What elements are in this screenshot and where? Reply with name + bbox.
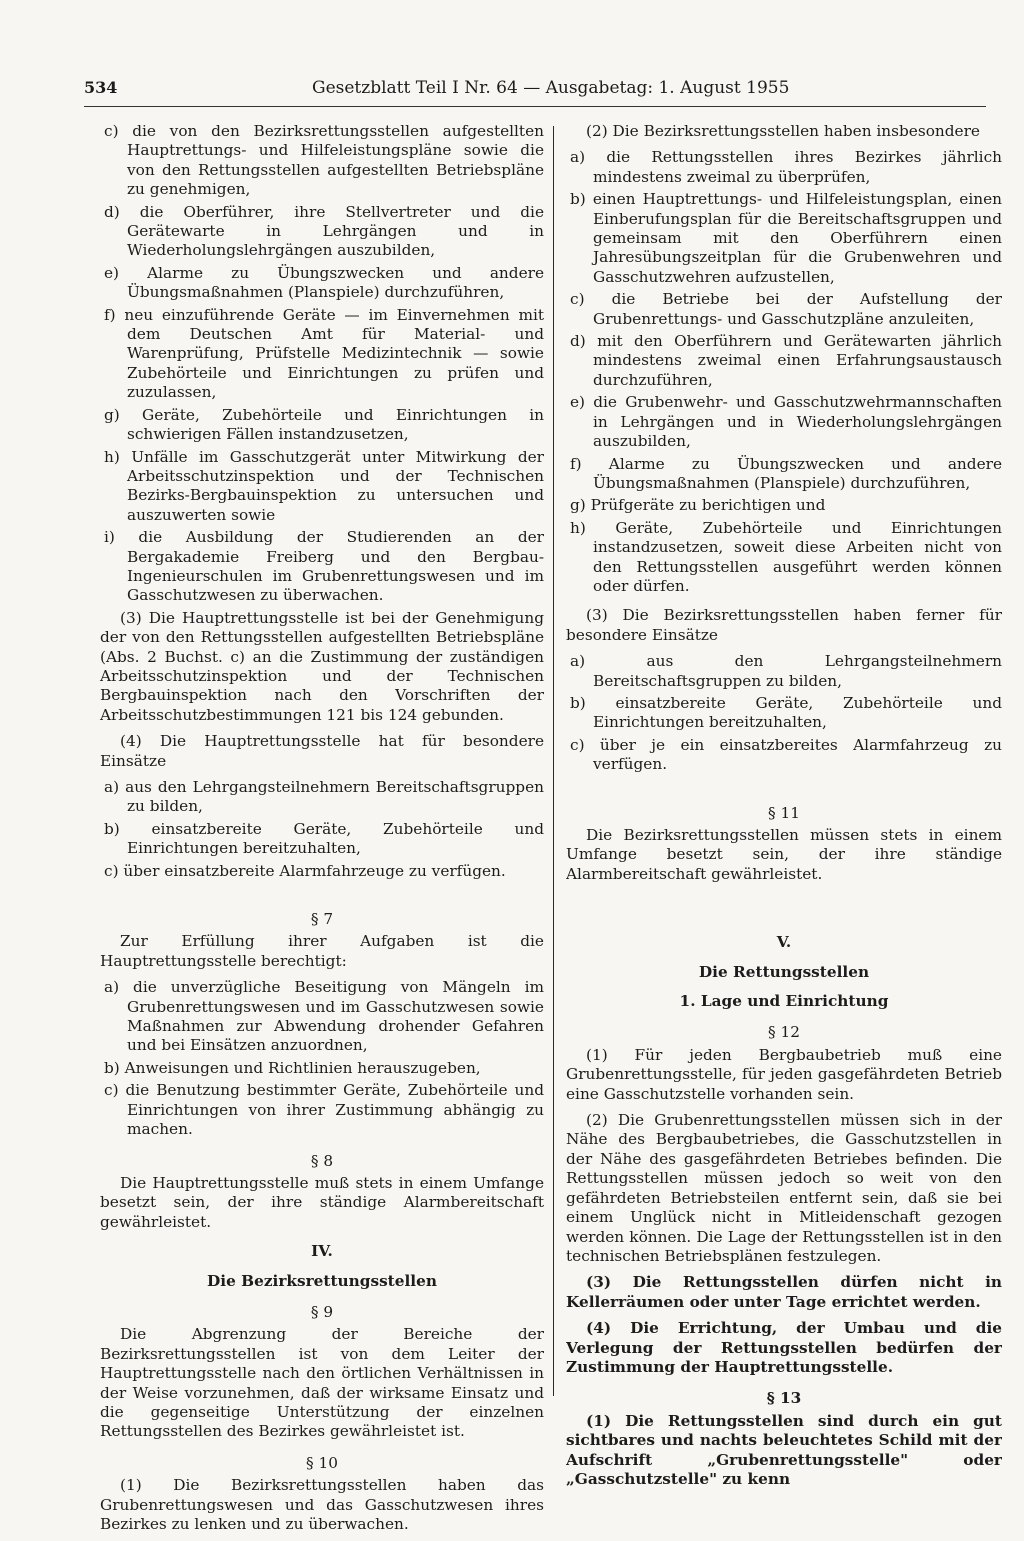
paragraph: (4) Die Errichtung, der Umbau und die Verlegung der Rettungsstellen bedürfen der Zustimmung der Hauptrettungsstelle. bbox=[566, 1319, 1002, 1376]
list-item: g) Prüfgeräte zu berichtigen und bbox=[570, 496, 826, 515]
list-item: a) die Rettungsstellen ihres Bezirkes jährlich mindestens zweimal zu überprüfen, bbox=[570, 148, 1002, 186]
paragraph: (1) Die Bezirksrettungsstellen haben das Grubenrettungswesen und das Gasschutzwesen ihres Bezirkes zu lenken und zu überwachen. bbox=[100, 1476, 544, 1533]
part-title: Die Bezirksrettungsstellen bbox=[207, 1271, 437, 1290]
list-item: d) die Oberführer, ihre Stellvertreter und die Gerätewarte in Lehrgängen und in Wiederholungslehrgängen auszubilden, bbox=[104, 202, 544, 260]
paragraph: (1) Die Rettungsstellen sind durch ein gut sichtbares und nachts beleuchtetes Schild mit der Aufschrift „Grubenrettungsstelle" oder „Gasschutzstelle" zu kenn bbox=[566, 1411, 1002, 1488]
part-title: Die Rettungsstellen bbox=[698, 962, 870, 981]
paragraph: Die Bezirksrettungsstellen müssen stets in einem Umfange besetzt sein, der ihre ständige Alarmbereitschaft gewährleistet. bbox=[566, 826, 1002, 883]
section-heading: § 11 bbox=[768, 803, 800, 822]
list-item: c) die von den Bezirksrettungsstellen aufgestellten Hauptrettungs- und Hilfeleistungspläne sowie die von den Rettungsstellen aufgestellten Betriebspläne zu genehmigen, bbox=[104, 122, 544, 199]
section-heading: § 13 bbox=[766, 1389, 802, 1408]
list-item: a) aus den Lehrgangsteilnehmern Bereitschaftsgruppen zu bilden, bbox=[570, 652, 1002, 690]
paragraph: (3) Die Rettungsstellen dürfen nicht in Kellerräumen oder unter Tage errichtet werden. bbox=[566, 1273, 1002, 1311]
part-number: V. bbox=[776, 933, 792, 952]
paragraph: (2) Die Bezirksrettungsstellen haben insbesondere bbox=[586, 122, 980, 140]
page-header bbox=[84, 76, 986, 107]
paragraph: (1) Für jeden Bergbaubetrieb muß eine Grubenrettungsstelle, für jeden gasgefährdeten Betrieb eine Gasschutzstelle vorhanden sein. bbox=[566, 1045, 1002, 1103]
page-number: 534 bbox=[84, 78, 118, 97]
list-item: b) Anweisungen und Richtlinien herauszugeben, bbox=[104, 1058, 481, 1077]
section-heading: § 12 bbox=[768, 1023, 800, 1042]
column-divider bbox=[553, 126, 554, 1396]
section-heading: § 10 bbox=[306, 1453, 338, 1472]
gazette-title: Gesetzblatt Teil I Nr. 64 — Ausgabetag: 1. August 1955 bbox=[312, 78, 790, 98]
list-item: a) die unverzügliche Beseitigung von Mängeln im Grubenrettungswesen und im Gasschutzwesen sowie Maßnahmen zur Abwendung drohender Gefahren und bei Einsätzen anzuordnen, bbox=[104, 978, 544, 1055]
list-item: c) über einsatzbereite Alarmfahrzeuge zu verfügen. bbox=[104, 861, 506, 880]
section-heading: § 8 bbox=[310, 1151, 334, 1170]
right-column bbox=[566, 122, 1002, 1496]
paragraph: Die Hauptrettungsstelle muß stets in einem Umfange besetzt sein, der ihre ständige Alarmbereitschaft gewährleistet. bbox=[100, 1173, 544, 1231]
list-item: b) einsatzbereite Geräte, Zubehörteile und Einrichtungen bereitzuhalten, bbox=[570, 693, 1002, 732]
subsection-title: 1. Lage und Einrichtung bbox=[679, 992, 889, 1011]
list-item: f) Alarme zu Übungszwecken und andere Übungsmaßnahmen (Planspiele) durchzuführen, bbox=[570, 454, 1002, 492]
list-item: c) die Betriebe bei der Aufstellung der Grubenrettungs- und Gasschutzpläne anzuleiten, bbox=[570, 290, 1002, 328]
left-column bbox=[100, 122, 544, 1541]
list-item: e) die Grubenwehr- und Gasschutzwehrmannschaften in Lehrgängen und in Wiederholungslehrgängen auszubilden, bbox=[570, 393, 1002, 451]
paragraph: (3) Die Bezirksrettungsstellen haben ferner für besondere Einsätze bbox=[566, 606, 1002, 644]
list-item: g) Geräte, Zubehörteile und Einrichtungen in schwierigen Fällen instandzusetzen, bbox=[104, 405, 544, 444]
list-item: e) Alarme zu Übungszwecken und andere Übungsmaßnahmen (Planspiele) durchzuführen, bbox=[104, 263, 544, 302]
list-item: d) mit den Oberführern und Gerätewarten jährlich mindestens zweimal einen Erfahrungsaustausch durchzuführen, bbox=[570, 332, 1002, 389]
list-item: c) über je ein einsatzbereites Alarmfahrzeug zu verfügen. bbox=[570, 735, 1002, 774]
list-item: c) die Benutzung bestimmter Geräte, Zubehörteile und Einrichtungen von ihrer Zustimmung abhängig zu machen. bbox=[104, 1081, 544, 1139]
paragraph: (3) Die Hauptrettungsstelle ist bei der Genehmigung der von den Rettungsstellen aufgestellten Betriebspläne (Abs. 2 Buchst. c) an die Zustimmung der zuständigen Arbeitsschutzinspektion und der Technischen Bergbauinspektion nach den Vorschriften der Arbeitsschutzbestimmungen 121 bis 124 gebunden. bbox=[100, 608, 544, 724]
section-heading: § 9 bbox=[310, 1302, 334, 1321]
list-item: a) aus den Lehrgangsteilnehmern Bereitschaftsgruppen zu bilden, bbox=[104, 778, 544, 816]
paragraph: Zur Erfüllung ihrer Aufgaben ist die Hauptrettungsstelle berechtigt: bbox=[100, 932, 544, 970]
list-item: i) die Ausbildung der Studierenden an der Bergakademie Freiberg und den Bergbau-Ingenieurschulen im Grubenrettungswesen und im Gasschutzwesen zu überwachen. bbox=[104, 528, 544, 605]
part-number: IV. bbox=[311, 1242, 333, 1261]
list-item: b) einsatzbereite Geräte, Zubehörteile und Einrichtungen bereitzuhalten, bbox=[104, 819, 544, 858]
section-heading: § 7 bbox=[310, 910, 334, 929]
list-item: b) einen Hauptrettungs- und Hilfeleistungsplan, einen Einberufungsplan für die Bereitschaftsgruppen und gemeinsam mit den Oberführern einen Jahresübungszeitplan für die Grubenwehren und Gasschutzwehren aufzustellen, bbox=[570, 190, 1002, 286]
list-item: h) Geräte, Zubehörteile und Einrichtungen instandzusetzen, soweit diese Arbeiten nicht von den Rettungsstellen ausgeführt werden können oder dürfen. bbox=[570, 518, 1002, 595]
paragraph: (2) Die Grubenrettungsstellen müssen sich in der Nähe des Bergbaubetriebes, die Gasschutzstellen in der Nähe des gasgefährdeten Betriebes befinden. Die Rettungsstellen müssen jedoch so weit von den gefährdeten Betriebsteilen entfernt sein, daß sie bei einem Unglück nicht in Mitleidenschaft gezogen werden können. Die Lage der Rettungsstellen ist in den technischen Betriebsplänen festzulegen. bbox=[566, 1111, 1002, 1265]
paragraph: (4) Die Hauptrettungsstelle hat für besondere Einsätze bbox=[100, 732, 544, 770]
paragraph: Die Abgrenzung der Bereiche der Bezirksrettungsstellen ist von dem Leiter der Hauptrettungsstelle nach den örtlichen Verhältnissen in der Weise vorzunehmen, daß der wirksame Einsatz und die gegenseitige Unterstützung der einzelnen Rettungsstellen des Bezirkes gewährleistet ist. bbox=[100, 1325, 544, 1441]
list-item: h) Unfälle im Gasschutzgerät unter Mitwirkung der Arbeitsschutzinspektion und der Technischen Bezirks-Bergbauinspektion zu untersuchen und auszuwerten sowie bbox=[104, 447, 544, 524]
list-item: f) neu einzuführende Geräte — im Einvernehmen mit dem Deutschen Amt für Material- und Warenprüfung, Prüfstelle Medizintechnik — sowie Zubehörteile und Einrichtungen zu prüfen und zuzulassen, bbox=[104, 305, 544, 402]
